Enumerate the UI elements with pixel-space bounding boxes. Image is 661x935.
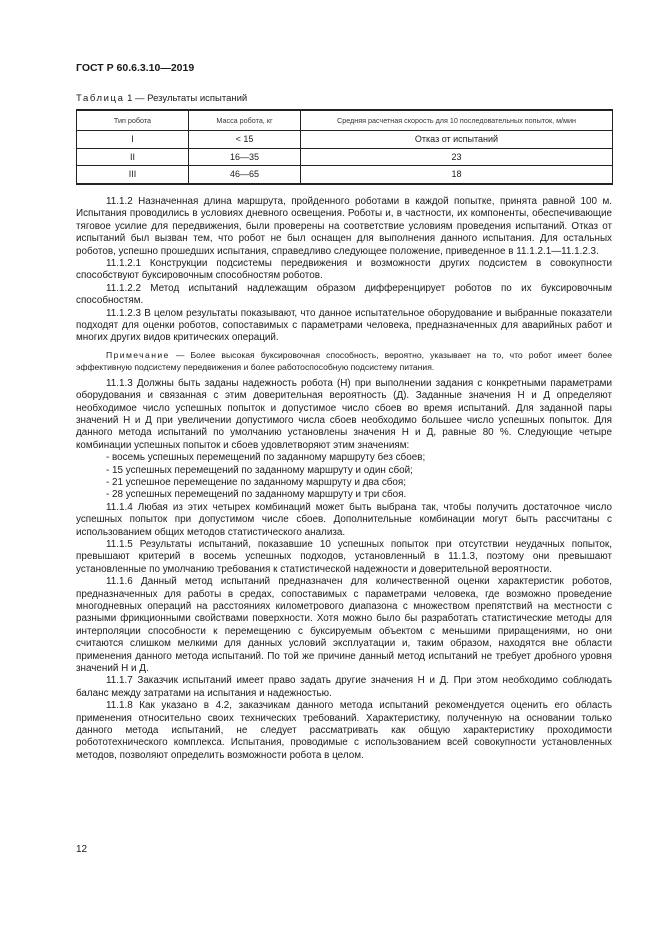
page-number: 12 [76,844,88,855]
paragraph-11-1-2-3: 11.1.2.3 В целом результаты показывают, что данное испытательное оборудование и выбранные показатели подходят для оценки роботов, сопоставимых с параметрами человека, предназначенных для аварийных работ и многих других видов критических операций. [76,307,612,344]
paragraph-11-1-2-1: 11.1.2.1 Конструкции подсистемы передвижения и возможности других подсистем в совокупности способствуют буксировочным способностям роботов. [76,258,612,282]
table-cell: 23 [301,148,613,166]
table-cell: 16—35 [189,148,301,166]
table-row [77,148,613,166]
paragraph-11-1-2: 11.1.2 Назначенная длина маршрута, пройденного роботами в каждой попытке, принята равной 100 м. Испытания проводились в условиях дневного освещения. Роботы и, в частности, их компоненты, обеспечивающие тяговое усилие для передвижения, были проверены на соответствие условиям проведения испытаний. Отказ от испытаний был вызван тем, что робот не был оснащен для выполнения данного испытания. Для остальных роботов, успешно прошедших испытания, справедливо следующее положение, приведенное в 11.1.2.1—11.1.2.3. [76,196,612,257]
table-row [77,131,613,149]
table-caption-text: 1 — Результаты испытаний [124,93,248,104]
list-item: - восемь успешных перемещений по заданному маршруту без сбоев; [106,452,426,464]
standard-header: ГОСТ Р 60.6.3.10—2019 [76,62,195,74]
table-header-cell: Средняя расчетная скорость для 10 последовательных попыток, м/мин [301,110,613,131]
table-caption-prefix: Таблица [76,93,125,104]
paragraph-11-1-5: 11.1.5 Результаты испытаний, показавшие 10 успешных попыток при отсутствии неудачных попыток, превышают критерий в восемь успешных подходов, установленный в 11.1.3, поэтому они превышают установленные по умолчанию требования к статистической надежности и доверительной вероятности. [76,538,612,575]
note-text: — Более высокая буксировочная способность, вероятно, указывает на то, что робот имеет более эффективную подсистему передвижения и более работоспособную подсистему питания. [76,349,612,373]
table-header-cell: Тип робота [77,110,189,131]
results-table [76,109,613,185]
paragraph-11-1-8: 11.1.8 Как указано в 4.2, заказчикам данного метода испытаний рекомендуется оценить его область применения относительно своих технических требований. Характеристику, полученную на основании только данного метода испытаний, не следует рассматривать как общую характеристику проходимости робототехнического комплекса. Испытания, проводимые с использованием всей совокупности установленных методов, позволяют определить возможности робота в целом. [76,700,612,761]
list-item: - 15 успешных перемещений по заданному маршруту и один сбой; [106,464,413,476]
note-paragraph [76,349,612,374]
paragraph-11-1-6: 11.1.6 Данный метод испытаний предназначен для количественной оценки характеристик роботов, предназначенных для работы в средах, сопоставимых с параметрами человека, где возможно проведение многодневных операций на расстояниях километрового диапазона с множеством препятствий на местности с разными фрикционными свойствами поверхности. Хотя можно было бы разработать статистические методы для интерполяции способности к перемещению с буксируемым объектом с меньшими приращениями, но они считаются слишком мелкими для данных условий эксплуатации и, таким образом, находятся вне области применения данного метода испытаний. По той же причине данный метод испытаний не требует дробного уровня значений Н и Д. [76,576,612,675]
table-cell: 46—65 [189,166,301,184]
table-header-cell: Масса робота, кг [189,110,301,131]
table-caption [76,93,247,104]
table-cell: II [77,148,189,166]
document-body [76,196,612,762]
paragraph-11-1-2-2: 11.1.2.2 Метод испытаний надлежащим образом дифференцирует роботов по их буксировочным способностям. [76,282,612,307]
paragraph-11-1-3: 11.1.3 Должны быть заданы надежность робота (Н) при выполнении задания с конкретными параметрами оборудования и связанная с этим доверительная вероятность (Д). Заданные значения Н и Д определяют необходимое число успешных попыток и допустимое число сбоев во время испытаний. Для заданной пары значений Н и Д при увеличении допустимого числа сбоев необходимо большее число успешных попыток. Для данного метода испытаний по умолчанию установлены значения Н и Д, равные 80 %. Следующие четыре комбинации успешных попыток и сбоев удовлетворяют этим значениям: [76,377,612,451]
list-item: - 28 успешных перемещений по заданному маршруту и три сбоя. [106,489,407,501]
table-cell: III [77,166,189,184]
table-cell: < 15 [189,131,301,149]
paragraph-11-1-4: 11.1.4 Любая из этих четырех комбинаций может быть выбрана так, чтобы получить достаточное число успешных попыток при допустимом числе сбоев. Дополнительные комбинации могут быть рассчитаны с использованием общих методов статистического анализа. [76,501,612,538]
note-label: Примечание [106,349,170,360]
table-header-row [77,110,613,131]
table-cell: I [77,131,189,149]
table-cell: Отказ от испытаний [301,131,613,149]
paragraph-11-1-7: 11.1.7 Заказчик испытаний имеет право задать другие значения Н и Д. При этом необходимо соблюдать баланс между затратами на испытания и надежностью. [76,675,612,699]
list-item: - 21 успешное перемещение по заданному маршруту и два сбоя; [106,476,407,488]
table-cell: 18 [301,166,613,184]
table-row [77,166,613,184]
